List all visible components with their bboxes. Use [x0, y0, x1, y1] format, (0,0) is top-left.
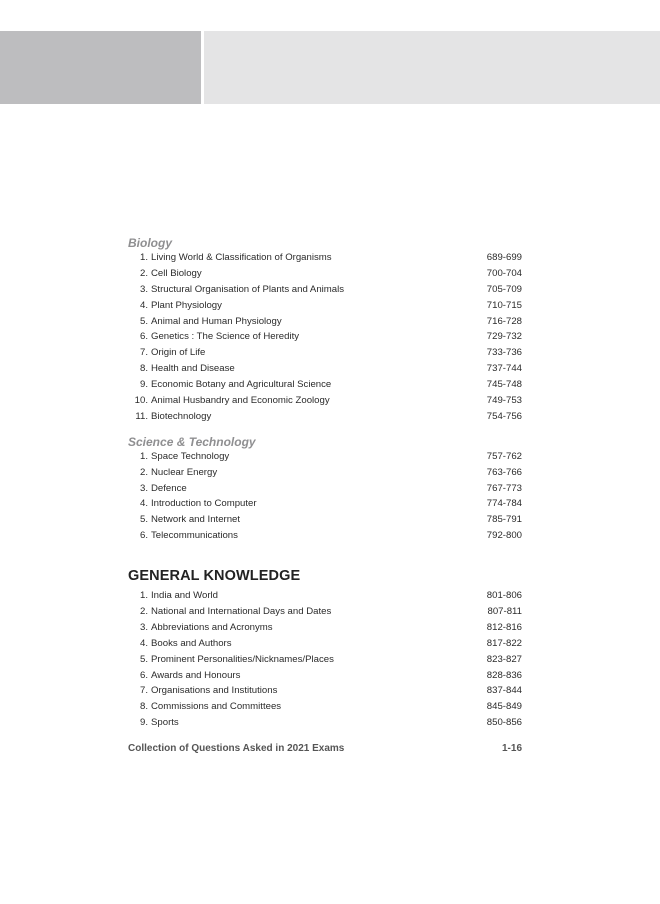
toc-number: 6.	[139, 530, 148, 542]
toc-row	[128, 411, 522, 427]
toc-pages: 767-773	[486, 482, 522, 494]
toc-title: Genetics : The Science of Heredity	[151, 331, 300, 343]
toc-row	[128, 284, 522, 300]
toc-pages: 845-849	[486, 701, 522, 713]
toc-number: 3.	[139, 621, 148, 633]
toc-row	[128, 717, 522, 733]
toc-pages: 757-762	[486, 450, 522, 462]
toc-row	[128, 395, 522, 411]
toc-number: 4.	[139, 498, 148, 510]
toc-number: 4.	[139, 637, 148, 649]
toc-title: Space Technology	[151, 450, 230, 462]
toc-title: Economic Botany and Agricultural Science	[151, 379, 332, 391]
toc-title: Plant Physiology	[151, 299, 222, 311]
toc-number: 2.	[139, 267, 148, 279]
toc-pages: 774-784	[486, 498, 522, 510]
toc-title: Abbreviations and Acronyms	[151, 621, 273, 633]
toc-pages: 785-791	[486, 514, 522, 526]
toc-title: National and International Days and Dates	[151, 606, 332, 618]
toc-title: Organisations and Institutions	[151, 685, 278, 697]
toc-number: 7.	[139, 347, 148, 359]
toc-pages: 689-699	[486, 252, 522, 263]
toc-title: Introduction to Computer	[151, 498, 257, 510]
toc-row	[128, 363, 522, 379]
collection-entry	[128, 743, 522, 754]
toc-title: Telecommunications	[151, 530, 238, 542]
toc-row	[128, 483, 522, 499]
toc-title: Nuclear Energy	[151, 466, 218, 478]
toc-pages: 850-856	[486, 717, 522, 729]
toc-row	[128, 498, 522, 514]
toc-pages: 801-806	[486, 590, 522, 602]
toc-title: Animal and Human Physiology	[151, 315, 282, 327]
toc-title: Defence	[151, 482, 187, 494]
toc-title: Structural Organisation of Plants and Animals	[151, 283, 345, 295]
toc-row	[128, 467, 522, 483]
toc-pages: 733-736	[486, 347, 522, 359]
toc-row	[128, 670, 522, 686]
toc-number: 9.	[139, 717, 148, 729]
toc-pages: 817-822	[486, 637, 522, 649]
collection-pages: 1-16	[501, 743, 522, 755]
toc-pages: 763-766	[486, 466, 522, 478]
toc-number: 9.	[139, 379, 148, 391]
toc-row	[128, 451, 522, 467]
toc-number: 2.	[139, 466, 148, 478]
toc-number: 5.	[139, 653, 148, 665]
toc-number: 1.	[139, 252, 148, 263]
toc-number: 11.	[135, 410, 148, 422]
science-technology-list	[128, 451, 522, 546]
toc-number: 3.	[139, 283, 148, 295]
toc-number: 8.	[139, 363, 148, 375]
toc-pages: 792-800	[486, 530, 522, 542]
toc-row	[128, 701, 522, 717]
toc-number: 4.	[139, 299, 148, 311]
toc-row	[128, 347, 522, 363]
toc-row	[128, 606, 522, 622]
toc-pages: 754-756	[486, 410, 522, 422]
section-title-general-knowledge: GENERAL KNOWLEDGE	[128, 568, 301, 585]
section-title-science-technology: Science & Technology	[128, 434, 256, 449]
toc-pages: 807-811	[487, 606, 522, 618]
toc-number: 5.	[139, 514, 148, 526]
toc-row	[128, 622, 522, 638]
toc-number: 1.	[139, 450, 148, 462]
toc-number: 3.	[139, 482, 148, 494]
toc-title: Living World & Classification of Organisms	[151, 252, 332, 263]
toc-row	[128, 514, 522, 530]
toc-pages: 716-728	[486, 315, 522, 327]
biology-list	[128, 252, 522, 427]
toc-pages: 823-827	[486, 653, 522, 665]
toc-title: Awards and Honours	[151, 669, 241, 681]
section-title-biology: Biology	[128, 236, 172, 250]
toc-row	[128, 654, 522, 670]
toc-row	[128, 252, 522, 268]
toc-pages: 745-748	[486, 379, 522, 391]
toc-pages: 710-715	[486, 299, 522, 311]
toc-row	[128, 300, 522, 316]
toc-title: India and World	[151, 590, 219, 602]
toc-pages: 729-732	[486, 331, 522, 343]
toc-pages: 700-704	[486, 267, 522, 279]
toc-pages: 837-844	[486, 685, 522, 697]
toc-number: 8.	[139, 701, 148, 713]
toc-title: Sports	[151, 717, 179, 729]
toc-title: Prominent Personalities/Nicknames/Places	[151, 653, 334, 665]
general-knowledge-list	[128, 590, 522, 733]
toc-row	[128, 379, 522, 395]
header-band-left	[0, 31, 201, 104]
toc-title: Health and Disease	[151, 363, 235, 375]
toc-title: Origin of Life	[151, 347, 206, 359]
toc-title: Biotechnology	[151, 410, 212, 422]
toc-title: Commissions and Committees	[151, 701, 282, 713]
toc-row	[128, 331, 522, 347]
toc-number: 10.	[134, 395, 148, 407]
table-of-contents	[128, 234, 522, 754]
toc-row	[128, 685, 522, 701]
toc-pages: 705-709	[486, 283, 522, 295]
toc-pages: 749-753	[486, 395, 522, 407]
toc-pages: 737-744	[486, 363, 522, 375]
toc-number: 1.	[139, 590, 148, 602]
toc-number: 5.	[139, 315, 148, 327]
toc-row	[128, 638, 522, 654]
toc-pages: 828-836	[486, 669, 522, 681]
toc-title: Cell Biology	[151, 267, 202, 279]
toc-row	[128, 590, 522, 606]
collection-title: Collection of Questions Asked in 2021 Exams	[128, 743, 345, 755]
toc-number: 7.	[139, 685, 148, 697]
toc-title: Books and Authors	[151, 637, 232, 649]
toc-number: 6.	[139, 331, 148, 343]
toc-row	[128, 268, 522, 284]
toc-number: 6.	[139, 669, 148, 681]
toc-row	[128, 316, 522, 332]
toc-row	[128, 530, 522, 546]
toc-pages: 812-816	[486, 621, 522, 633]
toc-title: Network and Internet	[151, 514, 241, 526]
header-band-right	[204, 31, 660, 104]
toc-title: Animal Husbandry and Economic Zoology	[151, 395, 330, 407]
toc-number: 2.	[139, 606, 148, 618]
